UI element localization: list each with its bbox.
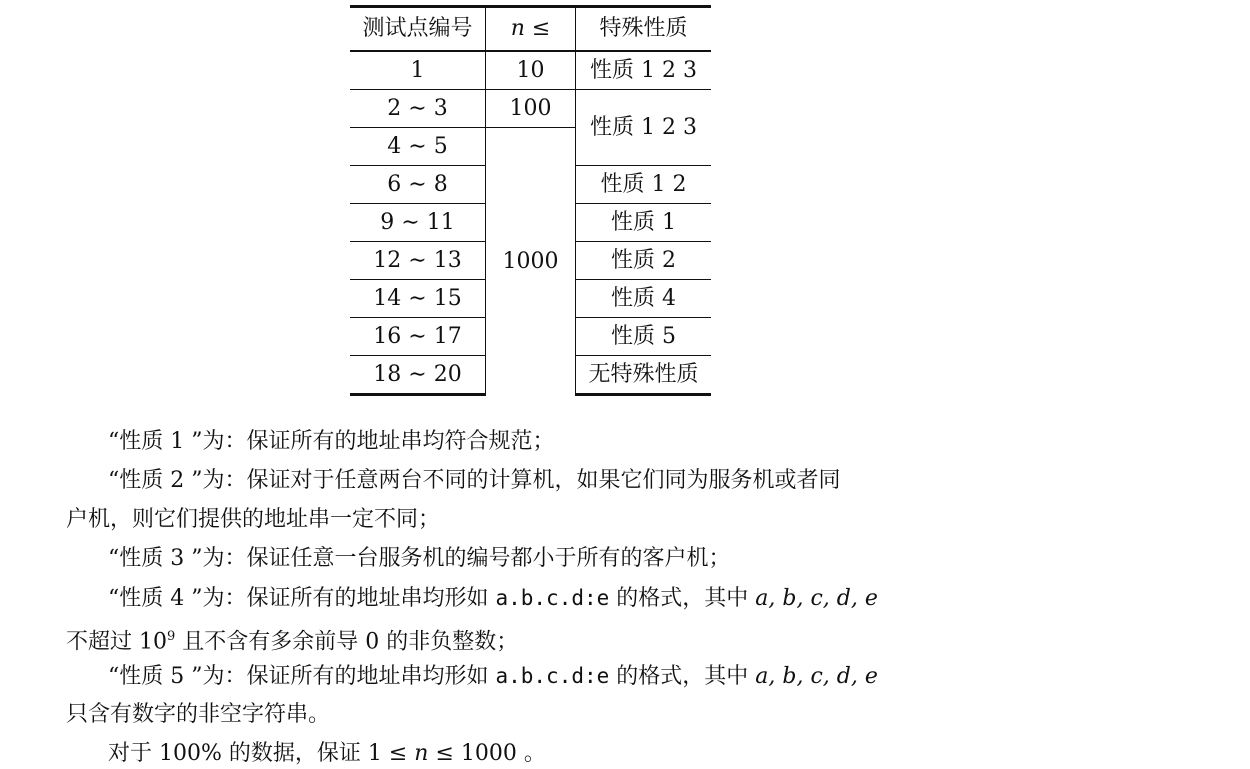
subtask-table: [350, 5, 711, 396]
case-cell: 18 ∼ 20: [350, 356, 486, 395]
prop-cell: 性质 1 2 3: [576, 51, 712, 90]
property-4-prefix: “性质 4 ”为：保证所有的地址串均形如: [108, 586, 496, 611]
n-cell: 10: [486, 51, 576, 90]
property-4-bound-suffix: 且不含有多余前导 0 的非负整数；: [175, 629, 519, 655]
prop-cell: 性质 1 2: [576, 166, 712, 204]
prop-cell: 性质 2: [576, 242, 712, 280]
header-n-var: n: [510, 16, 525, 41]
property-4-exponent: 9: [167, 629, 176, 644]
data-range-prefix: 对于 100% 的数据，保证 1 ≤: [108, 741, 415, 766]
case-cell: 4 ∼ 5: [350, 128, 486, 166]
property-5-vars: a, b, c, d, e: [755, 664, 878, 689]
header-prop: 特殊性质: [576, 7, 712, 52]
address-format-code: a.b.c.d:e: [495, 664, 610, 688]
table-header-row: [350, 7, 711, 52]
property-4-vars: a, b, c, d, e: [755, 586, 878, 611]
property-1-text: “性质 1 ”为：保证所有的地址串均符合规范；: [108, 429, 555, 454]
header-n: [486, 7, 576, 52]
property-5-text-line2: 只含有数字的非空字符串。: [66, 702, 331, 727]
prop-cell: 性质 1: [576, 204, 712, 242]
n-cell: 1000: [486, 128, 576, 395]
case-cell: 6 ∼ 8: [350, 166, 486, 204]
header-n-op: ≤: [531, 16, 551, 41]
prop-cell: 无特殊性质: [576, 356, 712, 395]
table-row: [350, 90, 711, 128]
case-cell: 2 ∼ 3: [350, 90, 486, 128]
data-range-suffix: ≤ 1000 。: [428, 741, 546, 766]
property-4-bound-prefix: 不超过 10: [66, 629, 167, 655]
case-cell: 12 ∼ 13: [350, 242, 486, 280]
case-cell: 16 ∼ 17: [350, 318, 486, 356]
property-4-text-line2: [66, 622, 518, 657]
property-2-text-line2: 户机，则它们提供的地址串一定不同；: [66, 507, 441, 532]
property-4-text-line1: [108, 583, 878, 614]
address-format-code: a.b.c.d:e: [495, 586, 610, 610]
case-cell: 9 ∼ 11: [350, 204, 486, 242]
case-cell: 1: [350, 51, 486, 90]
property-5-middle: 的格式，其中: [609, 664, 756, 689]
n-cell: 100: [486, 90, 576, 128]
prop-cell: 性质 4: [576, 280, 712, 318]
property-5-text-line1: [108, 661, 878, 692]
property-5-prefix: “性质 5 ”为：保证所有的地址串均形如: [108, 664, 496, 689]
property-4-middle: 的格式，其中: [609, 586, 756, 611]
header-case: 测试点编号: [350, 7, 486, 52]
data-range-text: [108, 739, 546, 769]
property-2-text-line1: “性质 2 ”为：保证对于任意两台不同的计算机，如果它们同为服务机或者同: [108, 468, 841, 493]
property-3-text: “性质 3 ”为：保证任意一台服务机的编号都小于所有的客户机；: [108, 546, 731, 571]
data-range-var: n: [414, 741, 429, 766]
table-row: [350, 51, 711, 90]
prop-cell: 性质 5: [576, 318, 712, 356]
case-cell: 14 ∼ 15: [350, 280, 486, 318]
prop-cell: 性质 1 2 3: [576, 90, 712, 166]
